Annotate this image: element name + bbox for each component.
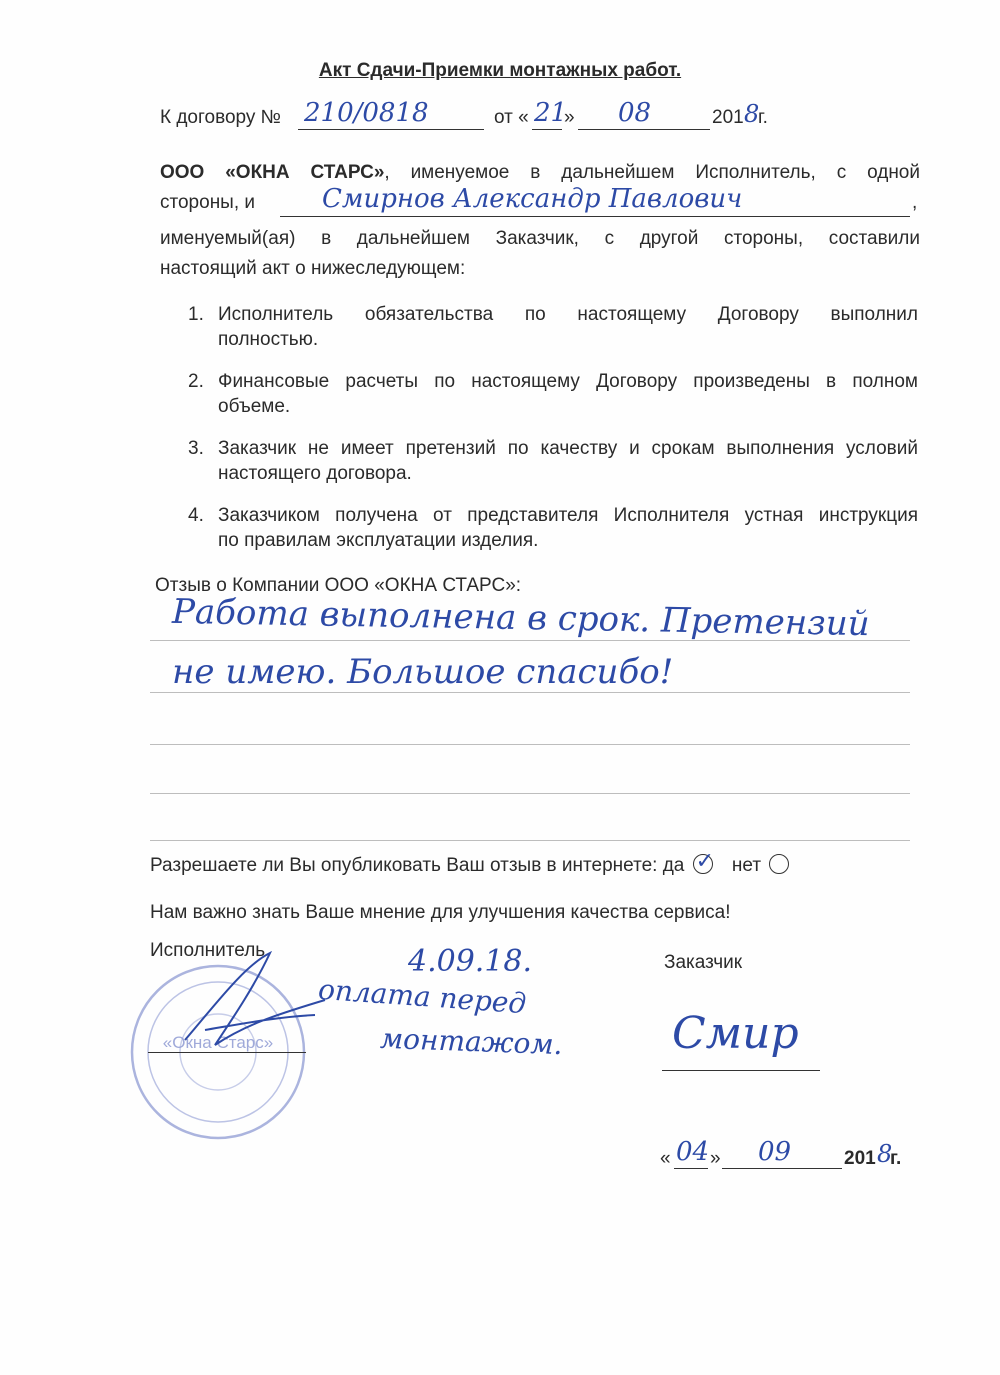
feedback-line <box>150 840 910 841</box>
date-from-label: от « <box>494 107 529 128</box>
importance-note: Нам важно знать Ваше мнение для улучшения качества сервиса! <box>150 902 731 923</box>
item-number: 2. <box>188 371 204 392</box>
customer-name: Смирнов Александр Павлович <box>322 184 743 214</box>
handwritten-note-1: оплата перед <box>317 972 528 1021</box>
handwritten-note-2: монтажом. <box>379 1021 564 1062</box>
contract-number: 210/0818 <box>304 98 429 128</box>
customer-label: Заказчик <box>664 952 743 973</box>
bottom-date-day: 04 <box>676 1137 710 1167</box>
feedback-line <box>150 692 910 693</box>
item-line-1: Заказчиком получена от представителя Исполнителя устная инструкция <box>218 505 918 526</box>
bottom-date-close: » <box>710 1148 721 1169</box>
executor-signature-line <box>148 1042 306 1053</box>
list-item <box>188 302 918 352</box>
feedback-text-line-1: Работа выполнена в срок. Претензий <box>171 591 870 645</box>
feedback-line <box>150 744 910 745</box>
bottom-year-suffix: г. <box>890 1148 902 1169</box>
list-item <box>188 436 918 486</box>
date-day: 21 <box>534 98 568 128</box>
item-number: 1. <box>188 304 204 325</box>
contract-prefix: К договору № <box>160 107 282 128</box>
item-line-1: Исполнитель обязательства по настоящему Договору выполнил <box>218 304 918 325</box>
list-item <box>188 503 918 553</box>
item-line-2: полностью. <box>218 329 319 350</box>
publish-yes-checkbox[interactable] <box>693 849 715 874</box>
bottom-date-open: « <box>660 1148 671 1169</box>
bottom-year-digit: 8 <box>877 1140 893 1168</box>
date-year-digit: 8 <box>744 100 760 128</box>
item-line-2: настоящего договора. <box>218 463 412 484</box>
feedback-text-line-2: не имею. Большое спасибо! <box>172 652 674 692</box>
date-year-suffix: г. <box>758 107 768 128</box>
bottom-year-prefix: 201 <box>844 1148 876 1169</box>
company-line-rest: , именуемое в дальнейшем Исполнитель, с одной <box>384 162 920 183</box>
customer-signature: Смир <box>672 1008 799 1059</box>
list-item <box>188 369 918 419</box>
feedback-line <box>150 793 910 794</box>
publish-question <box>150 849 789 877</box>
terms-list <box>188 302 918 573</box>
date-month: 08 <box>618 98 652 128</box>
item-line-1: Финансовые расчеты по настоящему Договору произведены в полном <box>218 371 918 392</box>
executor-label: Исполнитель <box>150 940 266 961</box>
company-name: ООО «ОКНА СТАРС» <box>160 162 385 183</box>
parties-prefix: стороны, и <box>160 192 256 213</box>
date-year-prefix: 201 <box>712 107 744 128</box>
named-line: именуемый(ая) в дальнейшем Заказчик, с другой стороны, составили <box>160 228 920 249</box>
item-line-2: объеме. <box>218 396 291 417</box>
intro-line: настоящий акт о нижеследующем: <box>160 258 466 279</box>
executor-signature <box>175 945 335 1055</box>
stamp-text: «Окна Старс» <box>162 1033 274 1052</box>
publish-no-label: нет <box>731 855 762 876</box>
item-line-2: по правилам эксплуатации изделия. <box>218 530 539 551</box>
publish-no-checkbox[interactable] <box>769 854 789 874</box>
publish-question-text: Разрешаете ли Вы опубликовать Ваш отзыв в интернете: да <box>150 855 685 876</box>
handwritten-date: 4.09.18. <box>408 944 533 979</box>
item-number: 4. <box>188 505 204 526</box>
customer-signature-line <box>662 1060 820 1071</box>
bottom-date-month: 09 <box>758 1137 792 1167</box>
document-title: Акт Сдачи-Приемки монтажных работ. <box>318 60 682 81</box>
parties-comma: , <box>912 192 918 213</box>
checkmark-icon: ✓ <box>695 849 715 874</box>
feedback-label: Отзыв о Компании ООО «ОКНА СТАРС»: <box>155 575 522 596</box>
item-number: 3. <box>188 438 204 459</box>
company-line <box>160 162 920 184</box>
date-close-quote: » <box>564 107 575 128</box>
item-line-1: Заказчик не имеет претензий по качеству и срокам выполнения условий <box>218 438 918 459</box>
